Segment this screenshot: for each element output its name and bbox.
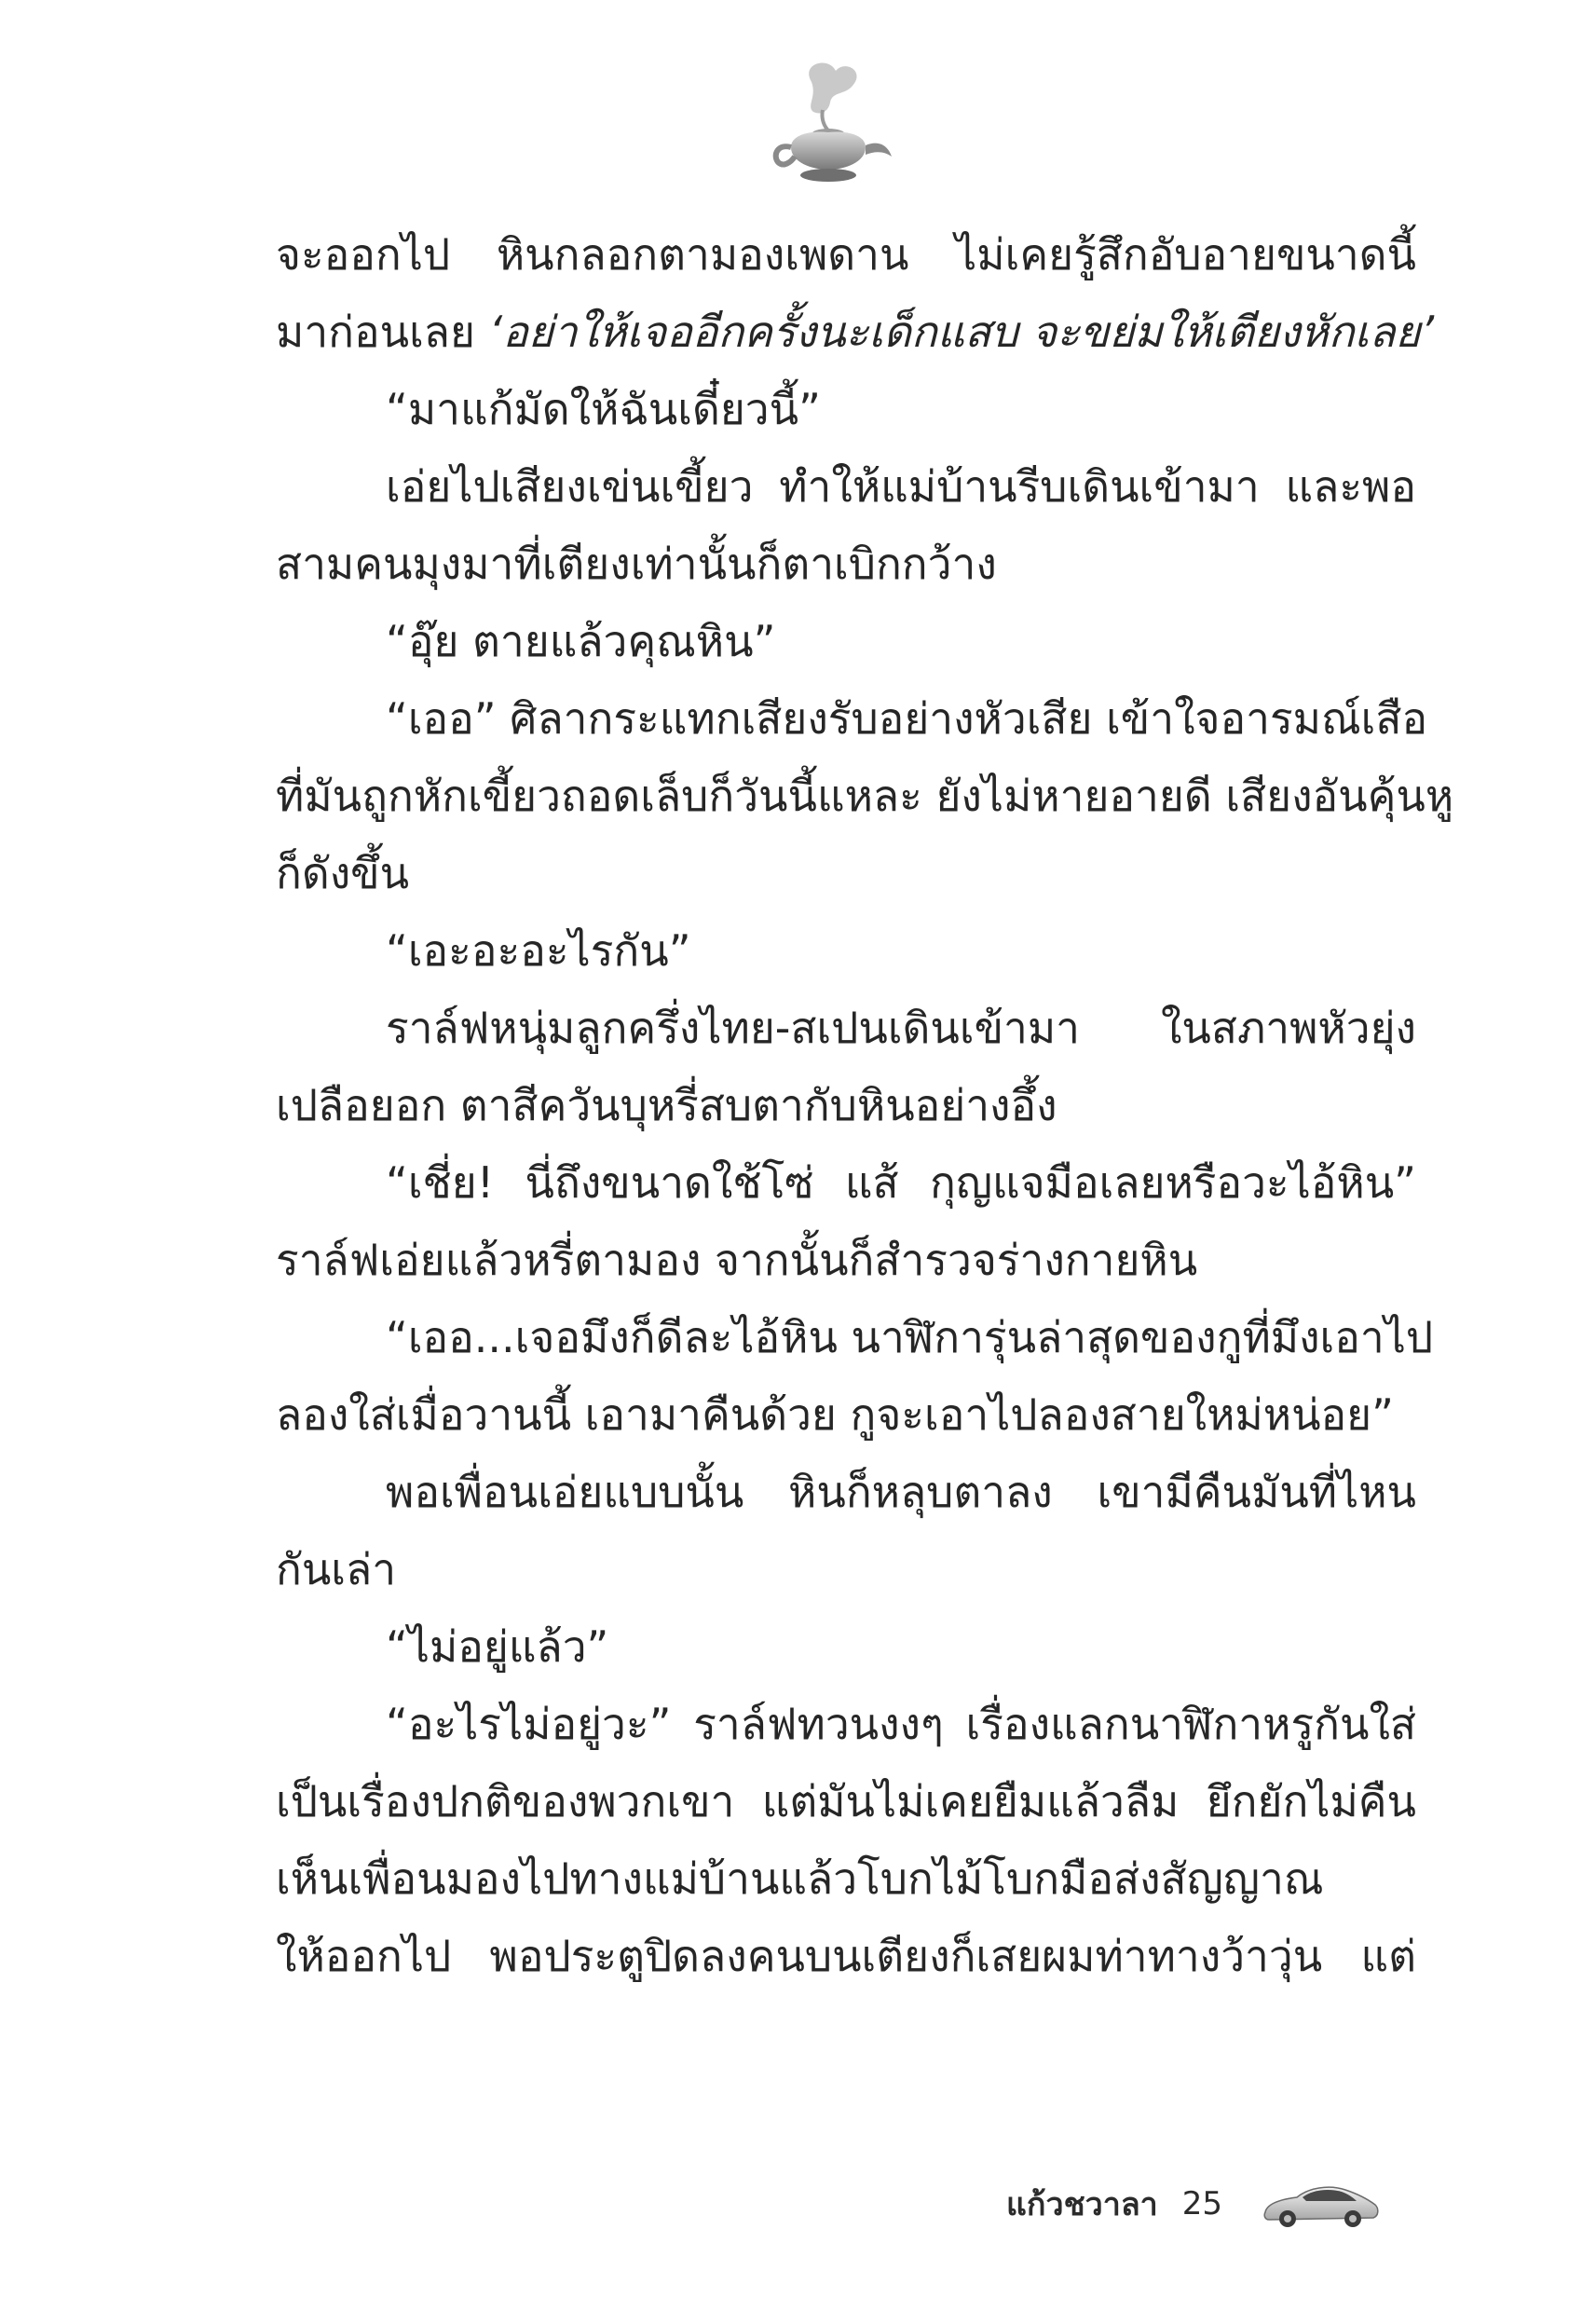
dialogue-line: “อุ๊ย ตายแล้วคุณหิน” (386, 616, 776, 666)
text-line: ราล์ฟหนุ่มลูกครึ่งไทย-สเปนเดินเข้ามา ในสภาพหัวยุ่ง (386, 1003, 1416, 1053)
dialogue-line: “อะไรไม่อยู่วะ” ราล์ฟทวนงงๆ เรื่องแลกนาฬิกาหรูกันใส่ (386, 1699, 1416, 1749)
text-line: เอ่ยไปเสียงเข่นเขี้ยว ทำให้แม่บ้านรีบเดินเข้ามา และพอ (386, 461, 1416, 512)
text-line: ราล์ฟเอ่ยแล้วหรี่ตามอง จากนั้นก็สำรวจร่างกายหิน (276, 1235, 1198, 1285)
text-line: เป็นเรื่องปกติของพวกเขา แต่มันไม่เคยยืมแล้วลืม ยึกยักไม่คืน (276, 1776, 1416, 1826)
page-number: 25 (1181, 2185, 1223, 2222)
text-line (276, 294, 1435, 371)
dialogue-line: “เชี่ย! นี่ถึงขนาดใช้โซ่ แส้ กุญแจมือเลยหรือวะไอ้หิน” (386, 1157, 1416, 1208)
text-line: ก็ดังขึ้น (276, 848, 410, 898)
text-line: พอเพื่อนเอ่ยแบบนั้น หินก็หลุบตาลง เขามีคืนมันที่ไหน (386, 1467, 1416, 1517)
text-line: ให้ออกไป พอประตูปิดลงคนบนเตียงก็เสยผมท่าทางว้าวุ่น แต่ (276, 1931, 1416, 1981)
chapter-body (276, 216, 1454, 1995)
text-line: กันเล่า (276, 1544, 397, 1594)
dialogue-line: “เออ...เจอมึงก็ดีละไอ้หิน นาฬิการุ่นล่าสุดของกูที่มึงเอาไป (386, 1312, 1434, 1362)
text-line: “เออ” ศิลากระแทกเสียงรับอย่างหัวเสีย เข้าใจอารมณ์เสือ (386, 693, 1428, 744)
dialogue-line: “ไม่อยู่แล้ว” (386, 1621, 609, 1672)
dialogue-line: “มาแก้มัดให้ฉันเดี๋ยวนี้” (386, 384, 821, 434)
text-line: เห็นเพื่อนมองไปทางแม่บ้านแล้วโบกไม้โบกมือส่งสัญญาณ (276, 1853, 1324, 1904)
text-segment: มาก่อนเลย (276, 307, 475, 357)
page-footer (1006, 2171, 1381, 2236)
text-line: เปลือยอก ตาสีควันบุหรี่สบตากับหินอย่างอึ้ง (276, 1080, 1057, 1130)
book-title: แก้วชวาลา (1006, 2186, 1158, 2223)
dialogue-line: “เอะอะอะไรกัน” (386, 925, 691, 976)
text-line: ลองใส่เมื่อวานนี้ เอามาคืนด้วย กูจะเอาไปลองสายใหม่หน่อย” (276, 1389, 1394, 1440)
text-line: ที่มันถูกหักเขี้ยวถอดเล็บก็วันนี้แหละ ยังไม่หายอายดี เสียงอันคุ้นหู (276, 771, 1454, 821)
italic-thought: ‘อย่าให้เจออีกครั้งนะเด็กแสบ จะขย่มให้เตียงหักเลย’ (488, 307, 1435, 357)
sports-car-icon (1260, 2177, 1381, 2231)
text-line: สามคนมุงมาที่เตียงเท่านั้นก็ตาเบิกกว้าง (276, 539, 997, 589)
genie-lamp-icon (756, 54, 895, 194)
text-line: จะออกไป หินกลอกตามองเพดาน ไม่เคยรู้สึกอับอายขนาดนี้ (276, 229, 1416, 280)
